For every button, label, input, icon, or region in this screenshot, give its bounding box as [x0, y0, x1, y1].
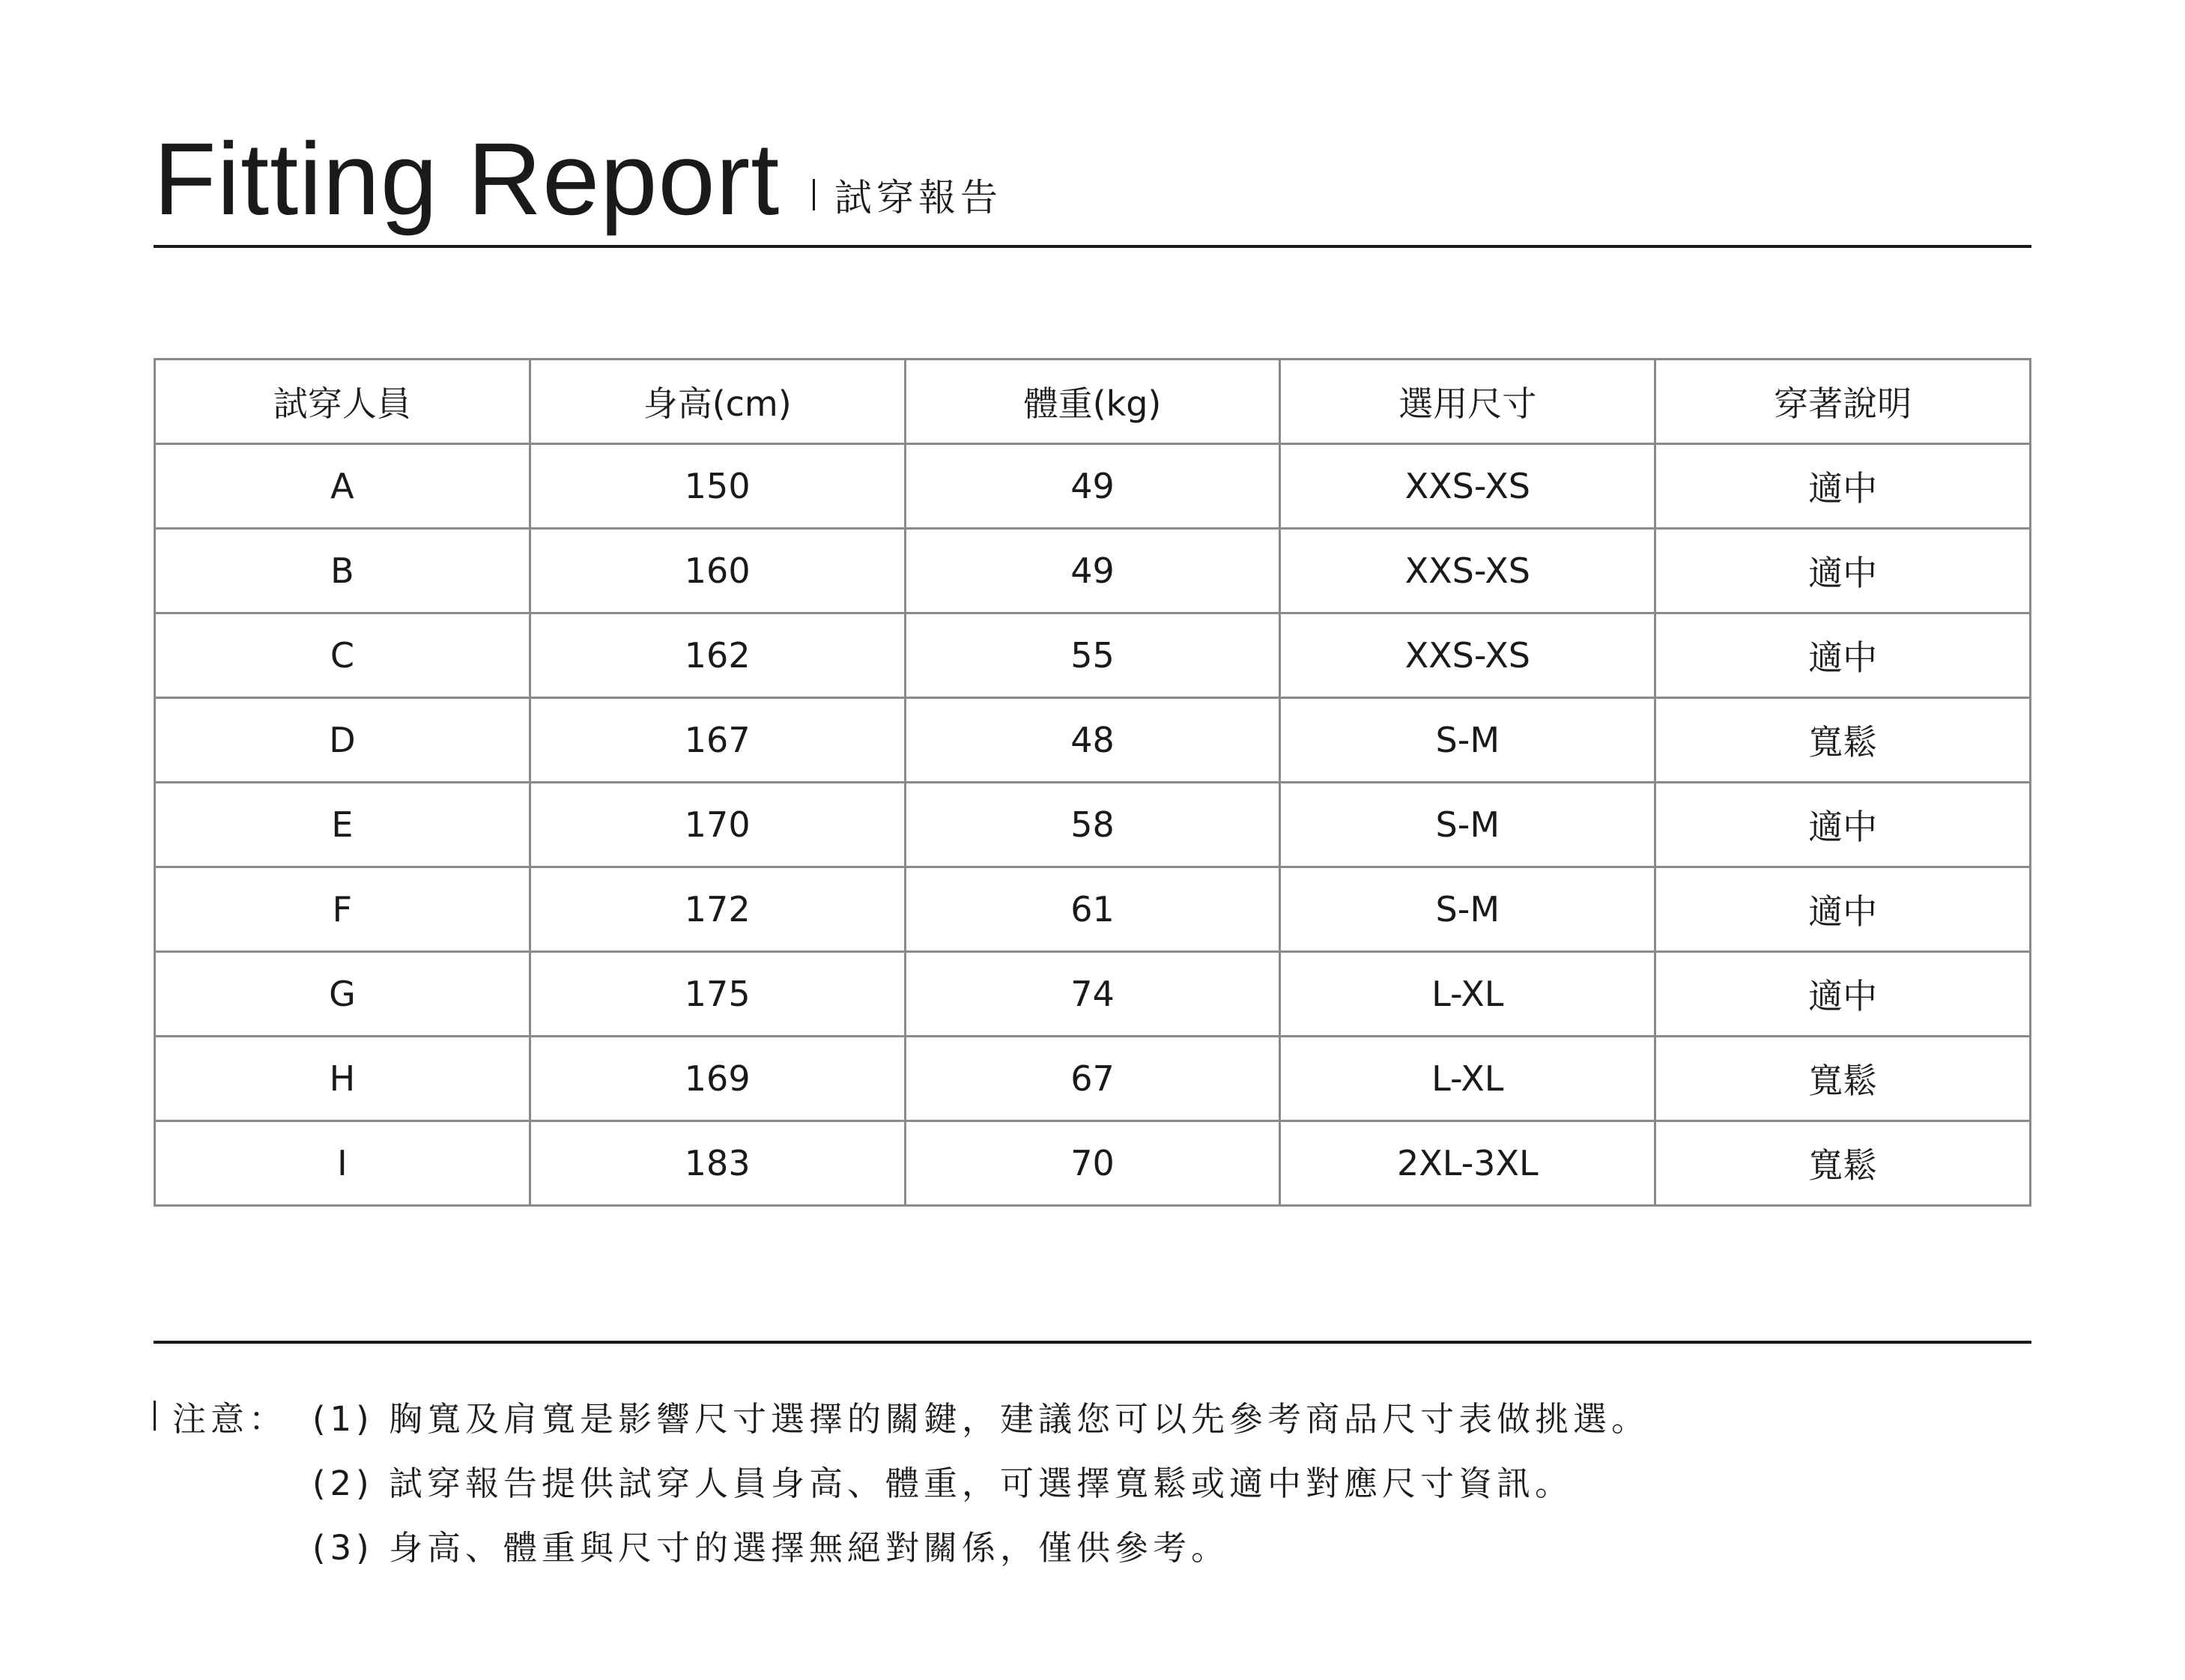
- subtitle-divider: [813, 179, 815, 210]
- table-row: [155, 783, 2031, 867]
- page-subtitle: 試穿報告: [834, 176, 1002, 219]
- cell-size: XXS-XS: [1280, 529, 1655, 613]
- cell-fit: 適中: [1655, 867, 2031, 952]
- cell-fit: 適中: [1655, 952, 2031, 1037]
- header-divider: [154, 245, 2031, 248]
- cell-tester: A: [155, 444, 530, 529]
- table-row: [155, 1037, 2031, 1121]
- table-row: [155, 952, 2031, 1037]
- column-header-weight: 體重(kg): [905, 360, 1280, 444]
- cell-fit: 適中: [1655, 444, 2031, 529]
- cell-size: S-M: [1280, 867, 1655, 952]
- note-item: (1) 胸寬及肩寬是影響尺寸選擇的關鍵，建議您可以先參考商品尺寸表做挑選。: [312, 1398, 1650, 1439]
- cell-tester: B: [155, 529, 530, 613]
- table-row: [155, 867, 2031, 952]
- column-header-height: 身高(cm): [530, 360, 905, 444]
- cell-tester: G: [155, 952, 530, 1037]
- cell-size: S-M: [1280, 783, 1655, 867]
- table-row: [155, 1121, 2031, 1206]
- cell-tester: D: [155, 698, 530, 783]
- cell-fit: 適中: [1655, 613, 2031, 698]
- cell-size: XXS-XS: [1280, 613, 1655, 698]
- note-item: (3) 身高、體重與尺寸的選擇無絕對關係，僅供參考。: [312, 1527, 1230, 1568]
- cell-weight: 70: [905, 1121, 1280, 1206]
- note-line-3: [154, 1514, 2031, 1574]
- cell-fit: 寬鬆: [1655, 698, 2031, 783]
- table-header-row: [155, 360, 2031, 444]
- cell-weight: 58: [905, 783, 1280, 867]
- cell-height: 169: [530, 1037, 905, 1121]
- cell-size: XXS-XS: [1280, 444, 1655, 529]
- note-line-2: [154, 1450, 2031, 1510]
- table-row: [155, 613, 2031, 698]
- report-header: [154, 112, 2031, 247]
- table-row: [155, 529, 2031, 613]
- notes-divider: [154, 1341, 2031, 1344]
- subtitle-group: [813, 171, 1002, 219]
- table-row: [155, 444, 2031, 529]
- notes-label: 注意：: [172, 1398, 288, 1439]
- cell-weight: 74: [905, 952, 1280, 1037]
- cell-size: S-M: [1280, 698, 1655, 783]
- cell-weight: 49: [905, 444, 1280, 529]
- cell-height: 183: [530, 1121, 905, 1206]
- cell-height: 162: [530, 613, 905, 698]
- cell-fit: 適中: [1655, 783, 2031, 867]
- cell-size: L-XL: [1280, 1037, 1655, 1121]
- notes-marker: [154, 1401, 156, 1431]
- cell-height: 150: [530, 444, 905, 529]
- page-title: Fitting Report: [154, 122, 781, 237]
- note-item: (2) 試穿報告提供試穿人員身高、體重，可選擇寬鬆或適中對應尺寸資訊。: [312, 1463, 1574, 1503]
- table-row: [155, 698, 2031, 783]
- cell-size: L-XL: [1280, 952, 1655, 1037]
- cell-height: 175: [530, 952, 905, 1037]
- note-line-1: [154, 1386, 1650, 1446]
- cell-tester: I: [155, 1121, 530, 1206]
- cell-weight: 49: [905, 529, 1280, 613]
- cell-tester: F: [155, 867, 530, 952]
- column-header-size: 選用尺寸: [1280, 360, 1655, 444]
- fitting-table: [154, 358, 2031, 1207]
- column-header-fit: 穿著說明: [1655, 360, 2031, 444]
- cell-height: 160: [530, 529, 905, 613]
- cell-tester: C: [155, 613, 530, 698]
- cell-height: 170: [530, 783, 905, 867]
- cell-fit: 寬鬆: [1655, 1121, 2031, 1206]
- cell-height: 167: [530, 698, 905, 783]
- cell-size: 2XL-3XL: [1280, 1121, 1655, 1206]
- cell-weight: 55: [905, 613, 1280, 698]
- cell-tester: H: [155, 1037, 530, 1121]
- cell-fit: 適中: [1655, 529, 2031, 613]
- cell-fit: 寬鬆: [1655, 1037, 2031, 1121]
- cell-weight: 67: [905, 1037, 1280, 1121]
- cell-weight: 61: [905, 867, 1280, 952]
- cell-weight: 48: [905, 698, 1280, 783]
- cell-height: 172: [530, 867, 905, 952]
- cell-tester: E: [155, 783, 530, 867]
- column-header-tester: 試穿人員: [155, 360, 530, 444]
